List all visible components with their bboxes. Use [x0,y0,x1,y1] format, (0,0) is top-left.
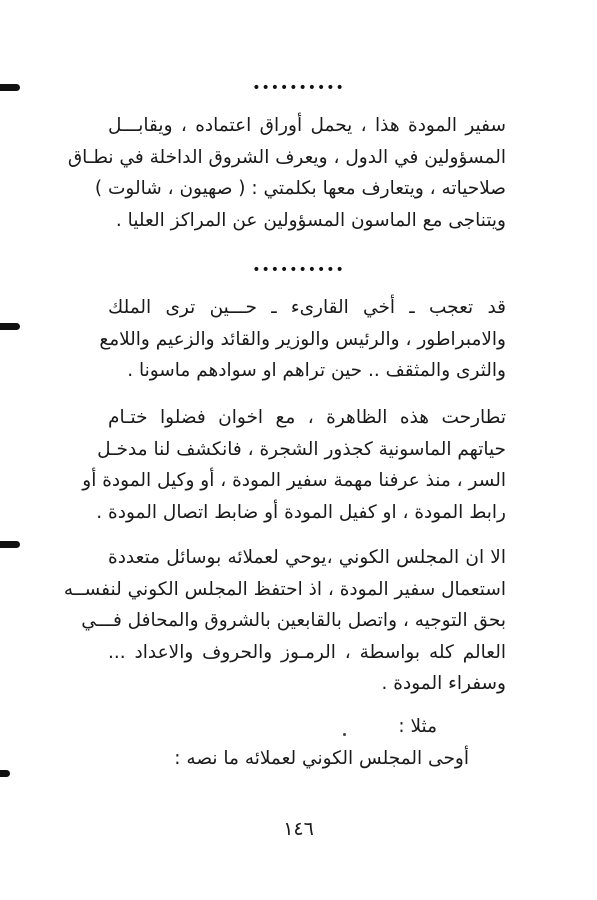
margin-mark [0,770,10,777]
paragraph-1 [67,110,506,236]
margin-mark [0,323,20,330]
ornament-divider: •••••••••• [252,80,345,96]
text-line: والامبراطور ، والرئيس والوزير والقائد والزعيم واللامع [99,328,506,350]
paragraph-4 [63,542,506,700]
text-line: قد تعجب ـ أخي القارىء ـ حـــين ترى الملك [108,297,506,318]
example-label: مثلا : [398,716,437,737]
page-number: ١٤٦ [283,818,314,840]
ornament-divider: •••••••••• [252,262,345,278]
text-line: المسؤولين في الدول ، ويعرف الشروق الداخلة في نطـاق [67,146,506,168]
text-line: حياتهم الماسونية كجذور الشجرة ، فانكشف لنا مدخـل [97,438,506,460]
text-line: صلاحياته ، ويتعارف معها بكلمتي : ( صهيون ، شالوت ) [94,178,506,199]
text-line: العالم كله بواسطة ، الرمـوز والحروف والاعداد ... [108,641,506,663]
text-line: سفير المودة هذا ، يحمل أوراق اعتماده ، ويقابـــل [108,115,506,136]
text-line: استعمال سفير المودة ، اذ احتفظ المجلس الكوني لنفســه [63,578,506,600]
text-line: السر ، منذ عرفنا مهمة سفير المودة ، أو وكيل المودة أو [82,470,506,491]
paragraph-3 [82,402,506,528]
example-text: أوحى المجلس الكوني لعملائه ما نصه : [174,748,469,769]
text-line: بحق التوجيه ، واتصل بالقابعين بالشروق والمحافل فـــي [81,610,506,631]
text-line: ويتناجى مع الماسون المسؤولين عن المراكز العليا . [115,209,506,231]
text-line: رابط المودة ، او كفيل المودة أو ضابط اتصال المودة . [96,501,506,523]
ink-speck [343,733,346,736]
paragraph-2 [99,292,506,387]
margin-mark [0,541,20,548]
text-line: والثرى والمثقف .. حين تراهم او سوادهم ماسونا . [127,360,506,381]
text-line: وسفراء المودة . [381,673,506,694]
text-line: تطارحت هذه الظاهرة ، مع اخوان فضلوا ختـام [108,407,506,428]
text-line: الا ان المجلس الكوني ،يوحي لعملائه بوسائل متعددة [108,547,506,568]
